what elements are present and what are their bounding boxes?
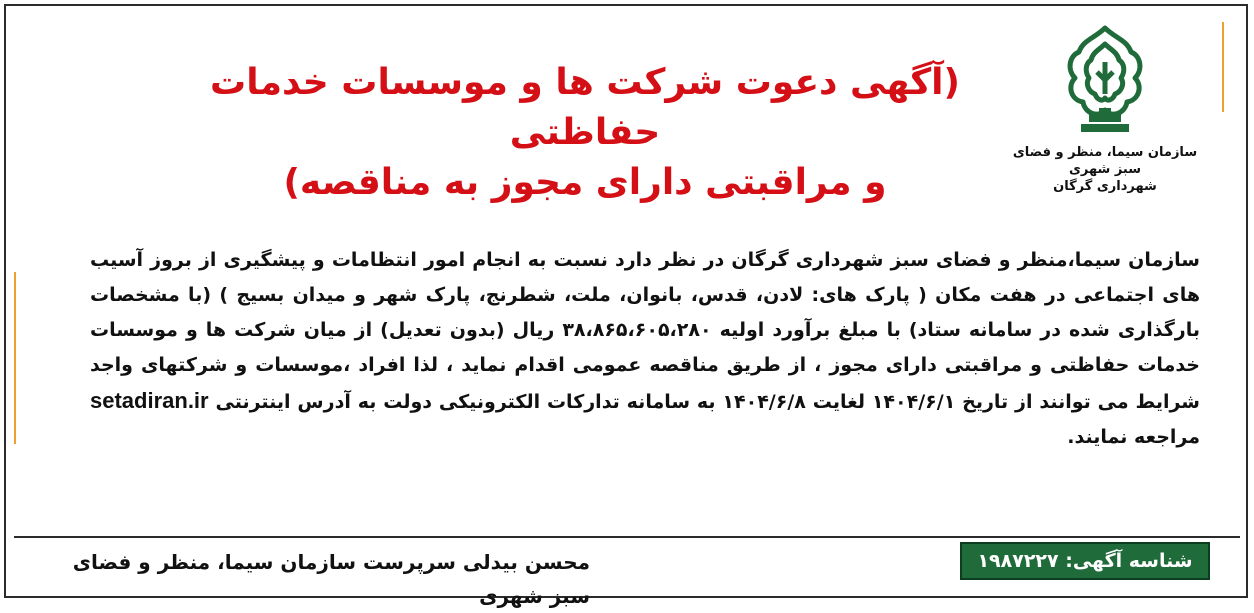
- signature-line: محسن بیدلی سرپرست سازمان سیما، منظر و فضای سبز شهری: [72, 550, 590, 608]
- title-line-2: و مراقبتی دارای مجوز به مناقصه): [283, 162, 887, 203]
- footer-divider: [14, 536, 1240, 538]
- notice-body: [90, 243, 1200, 455]
- ad-code-badge: [960, 542, 1210, 580]
- notice-title: [150, 58, 1020, 208]
- org-name: سازمان سیما، منظر و فضای سبز شهری: [1012, 145, 1198, 177]
- header-logo-block: [1000, 22, 1210, 212]
- org-city: شهرداری گرگان: [1053, 179, 1157, 194]
- left-accent-line: [14, 272, 16, 444]
- body-text-main: سازمان سیما،منظر و فضای سبز شهرداری گرگان در نظر دارد نسبت به انجام امور انتظامات و پیشگیری از بروز آسیب های اجتماعی در هفت مکان ( پارک های: لادن، قدس، بانوان، ملت، شطرنج، پارک شهر و میدان بسیج ) (با مشخصات بارگذاری شده در سامانه ستاد) با مبلغ برآورد اولیه ۳۸،۸۶۵،۶۰۵،۲۸۰ ریال (بدون تعدیل) از میان شرکت ها و موسسات خدمات حفاظتی و مراقبتی دارای مجوز ، از طریق مناقصه عمومی اقدام نماید ، لذا افراد ،موسسات و شرکتهای واجد شرایط می توانند از تاریخ ۱۴۰۴/۶/۱ لغایت ۱۴۰۴/۶/۸ به سامانه تدارکات الکترونیکی دولت به آدرس اینترنتی: [90, 249, 1200, 413]
- ad-code-text: شناسه آگهی: ۱۹۸۷۲۲۷: [977, 550, 1193, 572]
- municipality-tree-logo-icon: [1059, 22, 1151, 140]
- right-accent-line: [1222, 22, 1224, 112]
- website-link[interactable]: setadiran.ir: [90, 388, 209, 413]
- title-line-1: (آگهی دعوت شرکت ها و موسسات خدمات حفاظتی: [210, 62, 960, 153]
- body-text-end: مراجعه نمایند.: [1067, 426, 1200, 448]
